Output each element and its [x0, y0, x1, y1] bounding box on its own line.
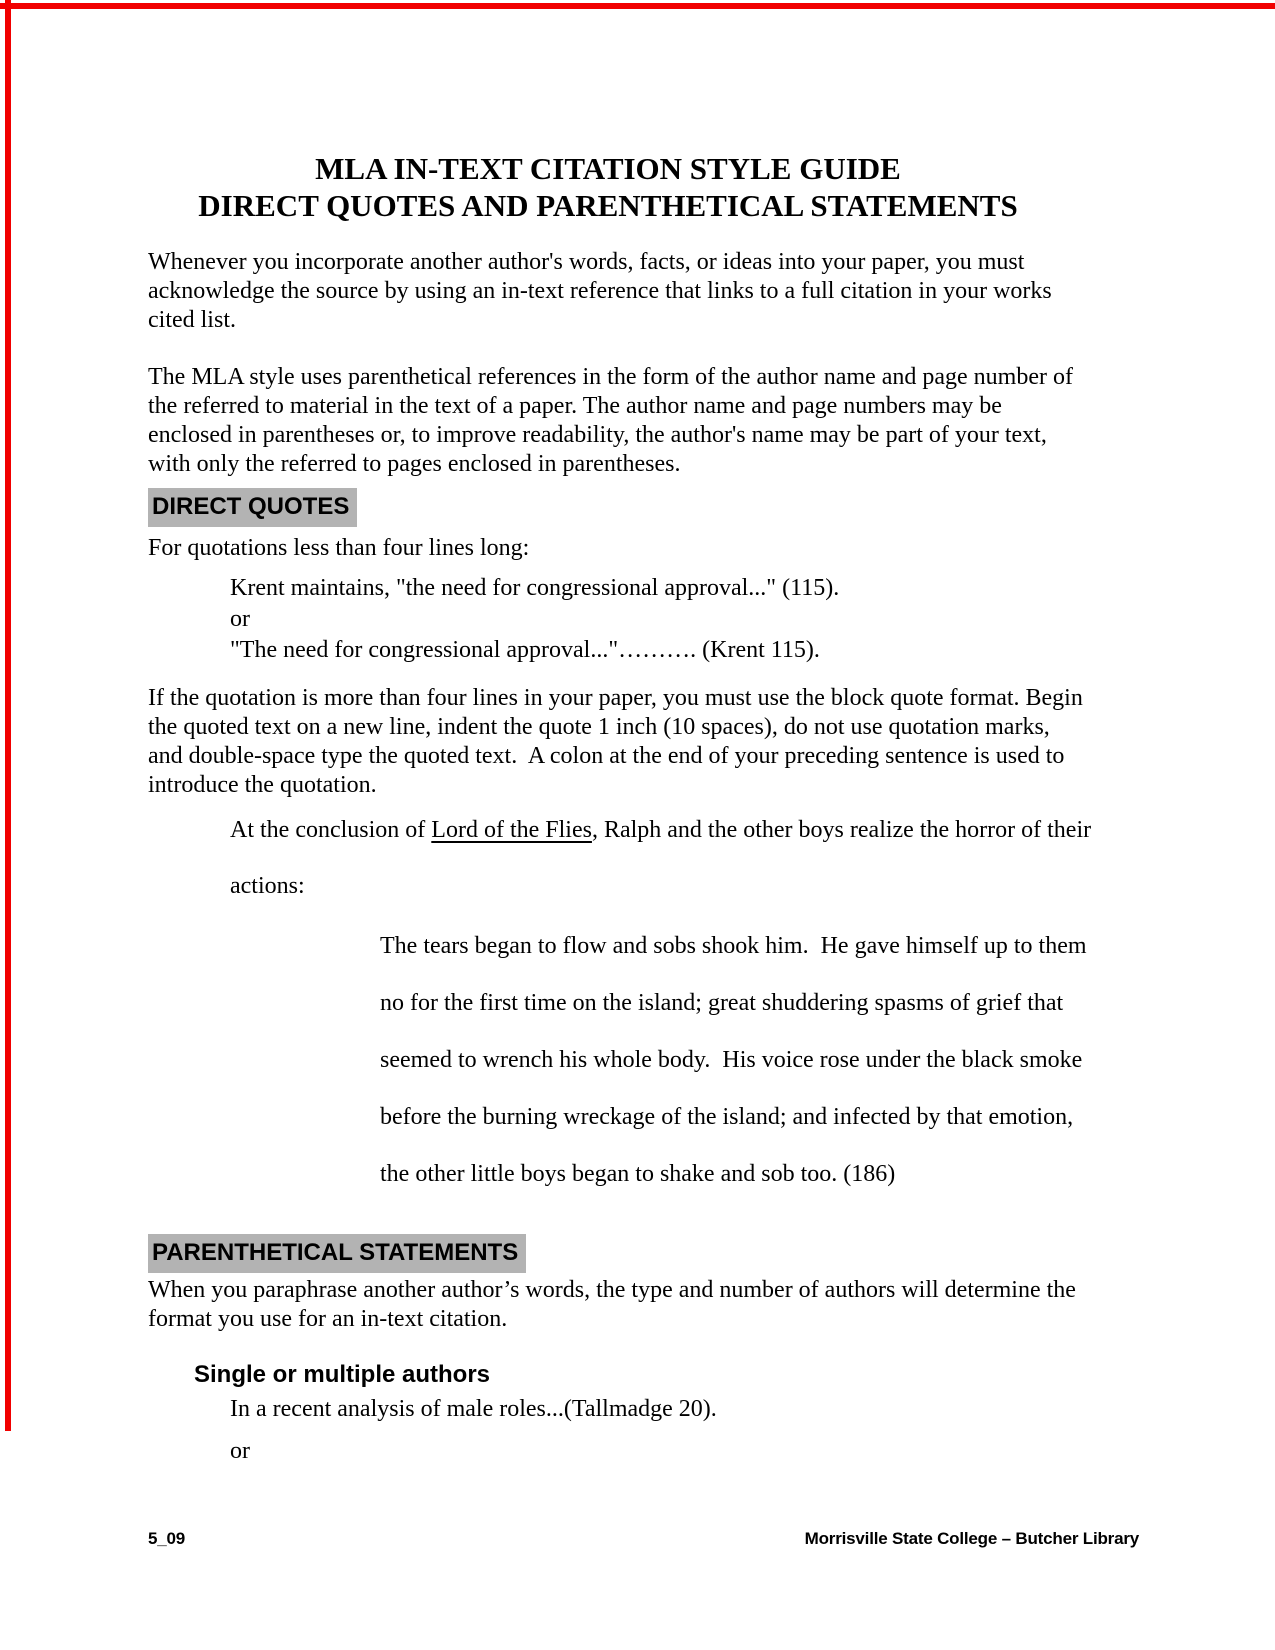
short-quote-example-2: "The need for congressional approval..."………. (Krent 115).	[230, 637, 820, 663]
block-quote	[380, 918, 1140, 1203]
mla-style-line: The MLA style uses parenthetical references in the form of the author name and page number of	[148, 364, 1073, 390]
intro-line: acknowledge the source by using an in-text reference that links to a full citation in your works	[148, 278, 1052, 304]
parenthetical-heading: PARENTHETICAL STATEMENTS	[148, 1234, 526, 1273]
authors-example-wrap	[230, 1395, 1140, 1424]
block-quote-rules-paragraph	[148, 684, 1140, 800]
block-quote-line: the other little boys began to shake and sob too. (186)	[380, 1161, 896, 1187]
short-quote-example-1: Krent maintains, "the need for congressional approval..." (115).	[230, 575, 840, 601]
book-title-underlined: Lord of the Flies	[431, 817, 592, 843]
parenthetical-intro-line: format you use for an in-text citation.	[148, 1306, 508, 1332]
intro-line: Whenever you incorporate another author's words, facts, or ideas into your paper, you must	[148, 249, 1025, 275]
intro-line: cited list.	[148, 307, 236, 333]
mla-style-line: enclosed in parentheses or, to improve readability, the author's name may be part of your text,	[148, 422, 1047, 448]
block-quote-line: no for the first time on the island; great shuddering spasms of grief that	[380, 990, 1064, 1016]
block-quote-line: before the burning wreckage of the island; and infected by that emotion,	[380, 1104, 1074, 1130]
page-border-left-mark	[5, 0, 11, 1431]
single-multiple-authors-heading: Single or multiple authors	[194, 1361, 491, 1388]
mla-style-paragraph	[148, 363, 1140, 479]
mla-style-line: with only the referred to pages enclosed in parentheses.	[148, 451, 681, 477]
parenthetical-intro-paragraph	[148, 1276, 1140, 1334]
page-content	[148, 0, 1140, 1466]
short-quote-or: or	[230, 606, 250, 632]
block-quote-rules-line: and double-space type the quoted text. A colon at the end of your preceding sentence is used to	[148, 743, 1065, 769]
block-quote-line: The tears began to flow and sobs shook him. He gave himself up to them	[380, 933, 1087, 959]
lead-in-post: , Ralph and the other boys realize the horror of their	[591, 817, 1092, 843]
page-footer	[148, 1528, 1139, 1550]
block-quote-rules-line: the quoted text on a new line, indent the quote 1 inch (10 spaces), do not use quotation marks,	[148, 714, 1050, 740]
lead-in-line-2: actions:	[230, 873, 305, 899]
direct-quotes-heading: DIRECT QUOTES	[148, 488, 357, 527]
authors-example: In a recent analysis of male roles...(Tallmadge 20).	[230, 1396, 717, 1422]
block-quote-line: seemed to wrench his whole body. His voice rose under the black smoke	[380, 1047, 1083, 1073]
title-line-1: MLA IN-TEXT CITATION STYLE GUIDE	[315, 151, 901, 186]
footer-institution: Morrisville State College – Butcher Library	[804, 1529, 1139, 1548]
lead-in-line-1	[230, 816, 1140, 845]
parenthetical-intro-line: When you paraphrase another author’s words, the type and number of authors will determine the	[148, 1277, 1076, 1303]
authors-or: or	[230, 1438, 250, 1464]
title-line-2: DIRECT QUOTES AND PARENTHETICAL STATEMENTS	[198, 188, 1018, 223]
block-quote-lead-in	[230, 816, 1140, 845]
footer-version: 5_09	[148, 1529, 186, 1548]
intro-paragraph	[148, 248, 1140, 335]
mla-style-line: the referred to material in the text of a paper. The author name and page numbers may be	[148, 393, 1002, 419]
parenthetical-section	[148, 1234, 1140, 1273]
lead-in-line-2-wrap	[230, 872, 1140, 901]
direct-quotes-section	[148, 488, 1140, 527]
direct-quotes-intro	[148, 534, 1140, 563]
short-quote-examples	[230, 573, 1140, 666]
block-quote-rules-line: If the quotation is more than four lines in your paper, you must use the block quote format. Begin	[148, 685, 1083, 711]
lead-in-pre: At the conclusion of	[230, 817, 432, 843]
authors-or-wrap	[230, 1437, 1140, 1466]
document-title	[148, 150, 1068, 224]
direct-quotes-intro-line: For quotations less than four lines long:	[148, 535, 530, 561]
block-quote-rules-line: introduce the quotation.	[148, 772, 377, 798]
